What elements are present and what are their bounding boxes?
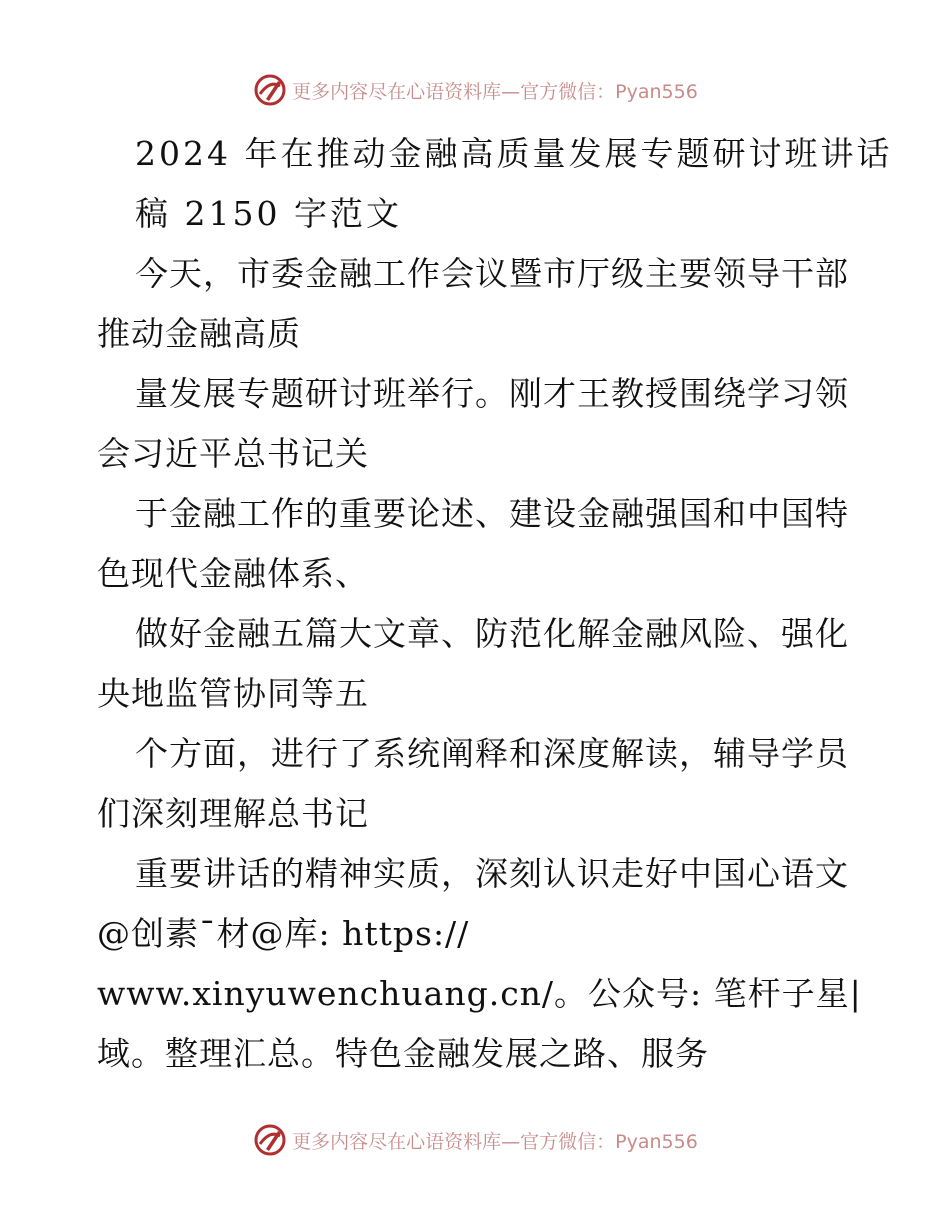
paragraph-line: 们深刻理解总书记: [97, 794, 369, 833]
document-body: [97, 124, 893, 1084]
paragraph-line: 重要讲话的精神实质，深刻认识走好中国心语文: [135, 854, 849, 893]
paragraph-line: 今天，市委金融工作会议暨市厅级主要领导干部: [135, 254, 849, 293]
paragraph-line: 推动金融高质: [97, 314, 301, 353]
wechat-id: Pyan556: [615, 80, 698, 103]
wechat-id: Pyan556: [615, 1130, 698, 1153]
paragraph-line: www.xinyuwenchuang.cn/。公众号: 笔杆子星|: [97, 974, 862, 1013]
red-pen-seal-icon: [252, 1122, 288, 1158]
paragraph-line: @创素¯材@库: https://: [97, 914, 470, 953]
paragraph-line: 会习近平总书记关: [97, 434, 369, 473]
paragraph-line: 央地监管协同等五: [97, 674, 369, 713]
paragraph-line: 于金融工作的重要论述、建设金融强国和中国特: [135, 494, 849, 533]
header-banner: [0, 70, 950, 110]
document-title-line-1: 2024 年在推动金融高质量发展专题研讨班讲话: [135, 134, 893, 173]
banner-text: [292, 77, 698, 104]
banner-caption: 更多内容尽在心语资料库—官方微信：: [292, 1130, 616, 1153]
paragraph-line: 做好金融五篇大文章、防范化解金融风险、强化: [135, 614, 849, 653]
paragraph-line: 个方面，进行了系统阐释和深度解读，辅导学员: [135, 734, 849, 773]
red-pen-seal-icon: [252, 72, 288, 108]
banner-caption: 更多内容尽在心语资料库—官方微信：: [292, 80, 616, 103]
paragraph-line: 量发展专题研讨班举行。刚才王教授围绕学习领: [135, 374, 849, 413]
footer-banner: [0, 1120, 950, 1160]
document-title-line-2: 稿 2150 字范文: [135, 194, 402, 233]
paragraph-line: 色现代金融体系、: [97, 554, 369, 593]
banner-text: [292, 1127, 698, 1154]
paragraph-line: 域。整理汇总。特色金融发展之路、服务: [97, 1034, 709, 1073]
